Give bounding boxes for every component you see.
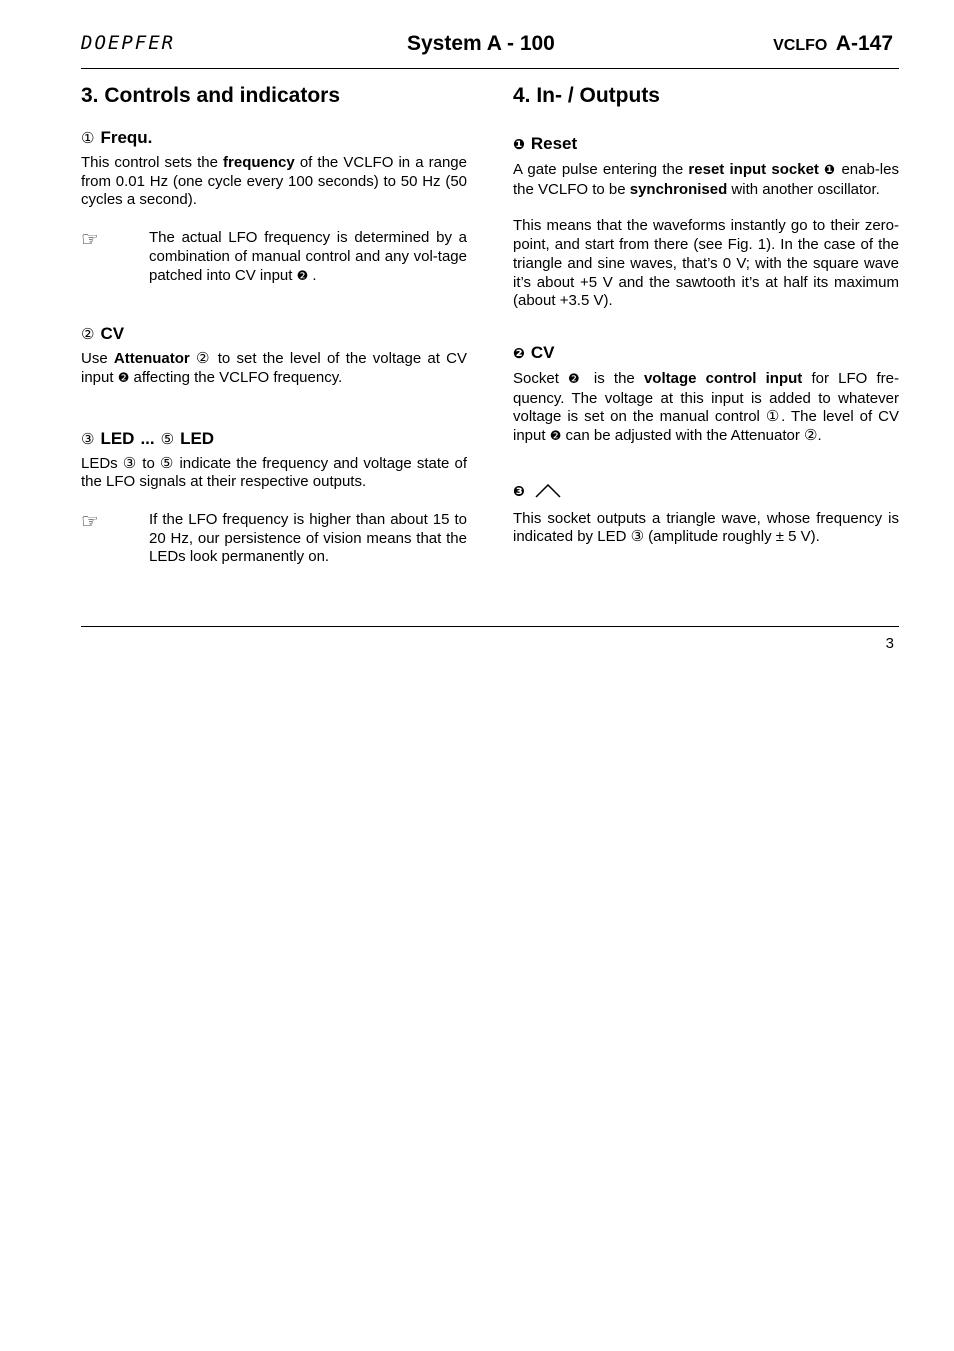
triangle-wave-icon	[535, 484, 561, 498]
led-heading	[81, 427, 467, 451]
cv-input-heading	[513, 341, 899, 366]
page-header	[81, 28, 899, 69]
text: affecting the VCLFO frequency.	[129, 368, 343, 386]
text-bold: synchronised	[629, 180, 728, 198]
doepfer-logo: DOEPFER	[81, 32, 176, 54]
pointing-hand-icon: ☞	[81, 227, 99, 252]
text: can be adjusted with the Attenuator ②.	[561, 427, 822, 445]
page-number: 3	[885, 635, 894, 652]
text: enab-les the VCLFO to be	[513, 161, 899, 198]
triangle-output-heading	[513, 479, 899, 504]
text-bold: Attenuator	[113, 350, 190, 368]
frequ-note	[81, 229, 467, 286]
control-number-1: ①	[81, 129, 95, 147]
control-number-2: ②	[81, 325, 95, 344]
text: with another oscillator.	[727, 180, 880, 198]
controls-column	[81, 82, 467, 567]
document-title: System A - 100	[407, 32, 555, 55]
text: is the	[584, 369, 644, 387]
reset-paragraph-2: This means that the waveforms instantly go to their zero-point, and start from there (see Fig. 1). In the case of the triangle and sine waves, that’s 0 V; with the square wave it’s about +5 V and the sawtooth it’s at half its maximum (about +3.5 V).	[513, 217, 899, 310]
text: A gate pulse entering the	[513, 161, 689, 178]
frequ-note-text	[149, 229, 467, 286]
pointing-hand-icon: ☞	[81, 509, 99, 534]
socket-number-1: ❶	[513, 137, 525, 153]
socket-number-2: ❷	[568, 371, 585, 387]
text: Socket	[513, 369, 569, 387]
led-title: LED	[180, 428, 215, 448]
text: Use	[81, 350, 114, 368]
reset-heading	[513, 132, 899, 157]
text: This control sets the	[81, 154, 224, 171]
cv-paragraph	[81, 350, 467, 388]
control-number-3: ③	[81, 429, 95, 448]
socket-number-3: ❸	[513, 483, 525, 500]
frequ-heading	[81, 126, 467, 150]
frequ-paragraph	[81, 154, 467, 210]
socket-number-2: ❷	[117, 370, 130, 386]
socket-number-2: ❷	[513, 345, 525, 362]
cv-heading	[81, 322, 467, 346]
cv-input-title: CV	[530, 342, 555, 362]
text: of the VCLFO in a range from 0.01 Hz (one cycle every 100 seconds) to 50 Hz (50 cycles a second).	[81, 154, 467, 209]
module-name: VCLFO	[773, 37, 828, 54]
text: The actual LFO frequency is determined by a combination of manual control and any vol-tage patched into CV input	[149, 229, 467, 284]
io-column	[513, 82, 899, 547]
text-bold: frequency	[223, 154, 295, 171]
triangle-output-paragraph: This socket outputs a triangle wave, whose frequency is indicated by LED ③ (amplitude roughly ± 5 V).	[513, 509, 899, 546]
led-note-text: If the LFO frequency is higher than about 15 to 20 Hz, our persistence of vision means that the LEDs look permanently on.	[149, 511, 467, 566]
module-code: A-147	[835, 32, 893, 55]
text: ② to set the level of the voltage at CV input	[81, 350, 468, 386]
reset-paragraph-1	[513, 161, 899, 199]
socket-number-1: ❶	[824, 163, 837, 178]
control-number-5: ⑤	[160, 429, 175, 448]
led-title: LED	[100, 428, 135, 448]
led-paragraph: LEDs ③ to ⑤ indicate the frequency and voltage state of the LFO signals at their respective outputs.	[81, 454, 467, 491]
text-bold: reset input socket	[688, 161, 825, 178]
led-note	[81, 511, 467, 567]
text-bold: voltage control input	[643, 369, 803, 387]
reset-title: Reset	[530, 134, 578, 153]
socket-number-2: ❷	[296, 268, 309, 284]
section-title-controls: 3. Controls and indicators	[81, 84, 341, 107]
section-title-io: 4. In- / Outputs	[513, 84, 660, 107]
cv-title: CV	[100, 324, 125, 344]
text: .	[308, 266, 317, 284]
module-identifier	[773, 32, 893, 56]
cv-input-paragraph	[513, 370, 899, 447]
frequ-title: Frequ.	[100, 128, 153, 147]
socket-number-2: ❷	[549, 429, 562, 445]
footer-divider	[81, 626, 899, 627]
ellipsis: ...	[140, 428, 155, 448]
text: for LFO fre-quency. The voltage at this input is added to whatever voltage is set on the manual control ①. The level of CV input	[513, 369, 900, 445]
